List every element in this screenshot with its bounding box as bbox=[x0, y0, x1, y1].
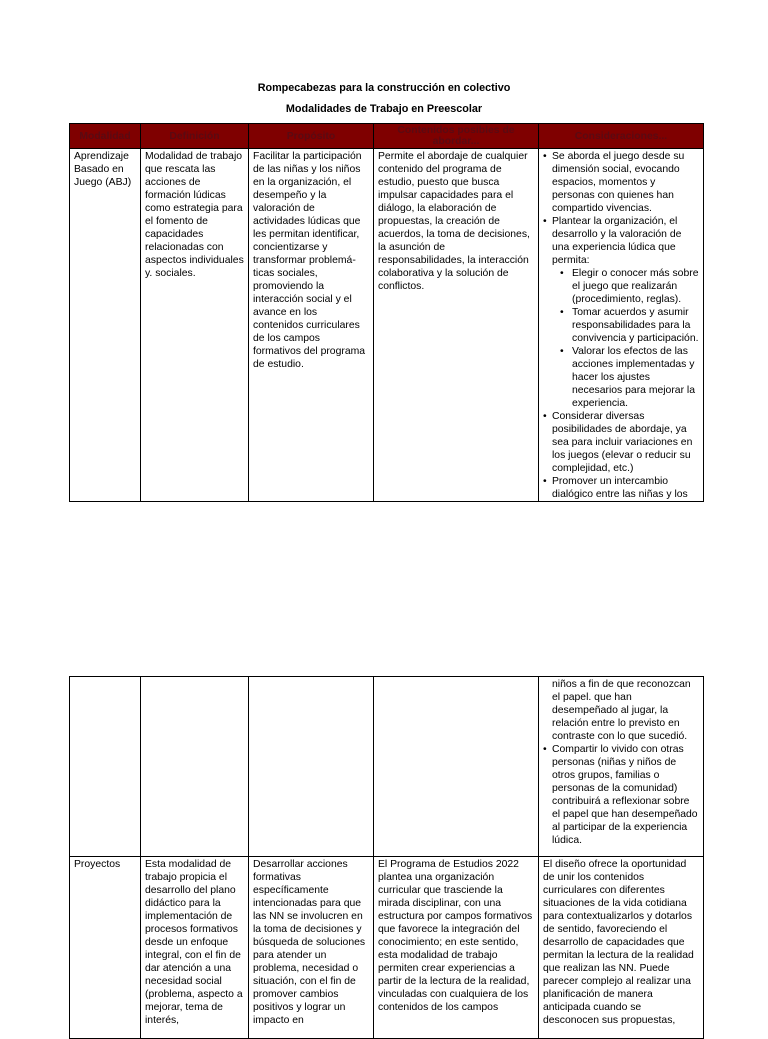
table-row-abj-continued bbox=[70, 677, 704, 857]
header-modalidad: Modalidad bbox=[70, 124, 141, 149]
list-item: • Considerar diversas posibilidades de abordaje, ya sea para incluir variaciones en los juegos (elevar o reducir su complejidad, etc.) bbox=[543, 410, 699, 475]
list-item: • Se aborda el juego desde su dimensión social, evocando espacios, momentos y personas con quienes han compartido vivencias. bbox=[543, 150, 699, 215]
sub-list-item: • Elegir o conocer más sobre el juego que realizarán (procedimiento, reglas). bbox=[558, 267, 699, 306]
header-contenidos: Contenidos posibles de abordar... bbox=[374, 124, 539, 149]
sub-list-item: • Valorar los efectos de las acciones implementadas y hacer los ajustes necesarios para mejorar la experiencia. bbox=[558, 345, 699, 410]
modalidades-table-page-2 bbox=[69, 676, 704, 1039]
header-definicion: Definición bbox=[141, 124, 249, 149]
list-item bbox=[543, 215, 699, 410]
document-title: Rompecabezas para la construcción en colectivo bbox=[257, 82, 511, 94]
header-proposito: Propósito bbox=[249, 124, 374, 149]
header-row bbox=[70, 124, 704, 149]
cell-contenidos: El Programa de Estudios 2022 plantea una organización curricular que trasciende la mirada disciplinar, con una estructura por campos formativos que favorece la integración del conocimiento; en este sentido, esta modalidad de trabajo permiten crear experiencias a partir de la lectura de la realidad, vinculadas con cualquiera de los contenidos de los campos bbox=[374, 857, 539, 1039]
consideraciones-list bbox=[543, 150, 699, 501]
sub-list-item: • Tomar acuerdos y asumir responsabilidades para la convivencia y participación. bbox=[558, 306, 699, 345]
consideraciones-list bbox=[543, 678, 699, 847]
cell-empty bbox=[249, 677, 374, 857]
cell-proposito: Desarrollar acciones formativas específicamente intencionadas para que las NN se involucren en la toma de decisiones y búsqueda de soluciones para atender un problema, necesidad o situación, con el fin de promover cambios positivos y lograr un impacto en bbox=[249, 857, 374, 1039]
list-item-continued: niños a fin de que reconozcan el papel. que han desempeñado al jugar, la relación entre lo previsto en contraste con lo que sucedió. bbox=[552, 679, 691, 742]
cell-modalidad: Proyectos bbox=[70, 857, 141, 1039]
table-row-proyectos bbox=[70, 857, 704, 1039]
cell-empty bbox=[141, 677, 249, 857]
cell-modalidad: Aprendizaje Basado en Juego (ABJ) bbox=[70, 149, 141, 502]
header-consideraciones: Consideraciones... bbox=[539, 124, 704, 149]
list-item: • Promover un intercambio dialógico entre las niñas y los bbox=[543, 475, 699, 501]
modalidades-table-page-1 bbox=[69, 123, 704, 502]
table-row-abj bbox=[70, 149, 704, 502]
list-item: • Compartir lo vivido con otras personas (niñas y niños de otros grupos, familias o personas de la comunidad) contribuirá a reflexionar sobre el papel que han desempeñado al participar de la experiencia lúdica. bbox=[543, 743, 699, 847]
cell-consideraciones: El diseño ofrece la oportunidad de unir los contenidos curriculares con diferentes situaciones de la vida cotidiana para contextualizarlos y dotarlos de sentido, favoreciendo el desarrollo de capacidades que permitan la lectura de la realidad que realizan las NN. Puede parecer complejo al realizar una planificación de manera anticipada cuando se desconocen sus propuestas, bbox=[539, 857, 704, 1039]
cell-empty bbox=[70, 677, 141, 857]
cell-definicion: Esta modalidad de trabajo propicia el desarrollo del plano didáctico para la implementación de procesos formativos desde un enfoque integral, con el fin de dar atención a una necesidad social (problema, aspecto a mejorar, tema de interés, bbox=[141, 857, 249, 1039]
cell-consideraciones bbox=[539, 149, 704, 502]
cell-proposito: Facilitar la participación de las niñas y los niños en la organización, el desempeño y la valoración de actividades lúdicas que les permitan identificar, concientizarse y transformar problemá-ticas sociales, promoviendo la interacción social y el avance en los contenidos curriculares de los campos formativos del programa de estudio. bbox=[249, 149, 374, 502]
cell-consideraciones-continued bbox=[539, 677, 704, 857]
cell-empty bbox=[374, 677, 539, 857]
document-subtitle: Modalidades de Trabajo en Preescolar bbox=[285, 103, 483, 115]
list-item-text: Plantear la organización, el desarrollo y la valoración de una experiencia lúdica que permita: bbox=[552, 216, 682, 266]
cell-definicion: Modalidad de trabajo que rescata las acciones de formación lúdicas como estrategia para el fomento de capacidades relacionadas con aspectos individuales y. sociales. bbox=[141, 149, 249, 502]
sub-list bbox=[552, 267, 699, 410]
cell-contenidos: Permite el abordaje de cualquier contenido del programa de estudio, puesto que busca impulsar capacidades para el diálogo, la elaboración de propuestas, la creación de acuerdos, la toma de decisiones, la asunción de responsabilidades, la interacción colaborativa y la solución de conflictos. bbox=[374, 149, 539, 502]
